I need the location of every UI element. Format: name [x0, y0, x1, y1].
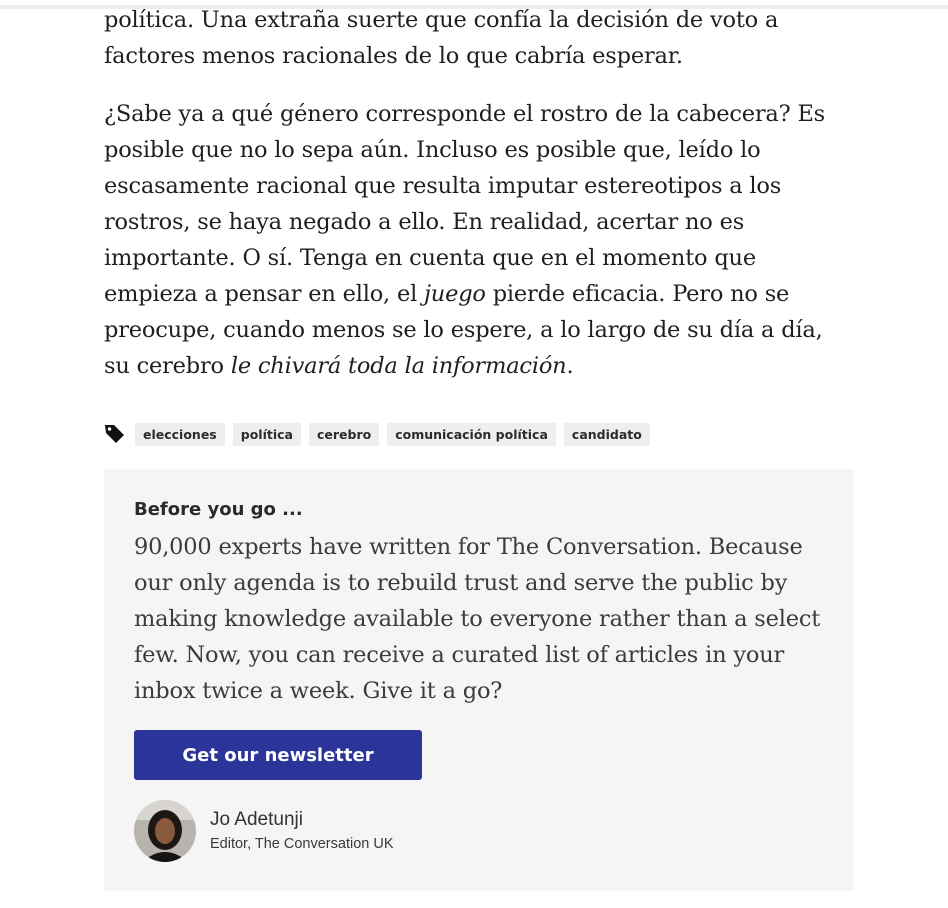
article-paragraph [104, 96, 844, 384]
avatar [134, 800, 196, 862]
paragraph-text: pierde eficacia. Pero no se preocupe, cuando menos se lo espere, a lo largo de su día a día, su cerebro [104, 281, 823, 379]
newsletter-heading: Before you go ... [134, 499, 303, 520]
article-body [104, 2, 844, 384]
paragraph-text: . [566, 353, 574, 379]
article-paragraph: política. Una extraña suerte que confía la decisión de voto a factores menos racionales de lo que cabría esperar. [104, 7, 779, 69]
editor-role: Editor, The Conversation UK [210, 835, 394, 852]
editor-name: Jo Adetunji [210, 808, 303, 830]
tag-comunicacion-politica[interactable]: comunicación política [387, 423, 556, 446]
newsletter-body: 90,000 experts have written for The Conversation. Because our only agenda is to rebuild trust and serve the public by making knowledge available to everyone rather than a select few. Now, you can receive a curated list of articles in your inbox twice a week. Give it a go? [134, 534, 821, 704]
emphasis-text: juego [424, 281, 486, 307]
paragraph-text: ¿Sabe ya a qué género corresponde el rostro de la cabecera? Es posible que no lo sepa aún. Incluso es posible que, leído lo escasamente racional que resulta imputar estereotipos a los rostros, se haya negado a ello. En realidad, acertar no es importante. O sí. Tenga en cuenta que en el momento que empieza a pensar en ello, el [104, 101, 826, 307]
tag-cerebro[interactable]: cerebro [309, 423, 379, 446]
editor-signature [134, 800, 394, 862]
tag-elecciones[interactable]: elecciones [135, 423, 225, 446]
editor-info [210, 809, 394, 854]
tag-candidato[interactable]: candidato [564, 423, 650, 446]
tag-icon [104, 423, 126, 445]
emphasis-text: le chivará toda la información [230, 353, 567, 379]
get-newsletter-button[interactable]: Get our newsletter [134, 730, 422, 780]
tag-politica[interactable]: política [233, 423, 301, 446]
tag-list [104, 422, 658, 446]
newsletter-panel [104, 469, 854, 891]
